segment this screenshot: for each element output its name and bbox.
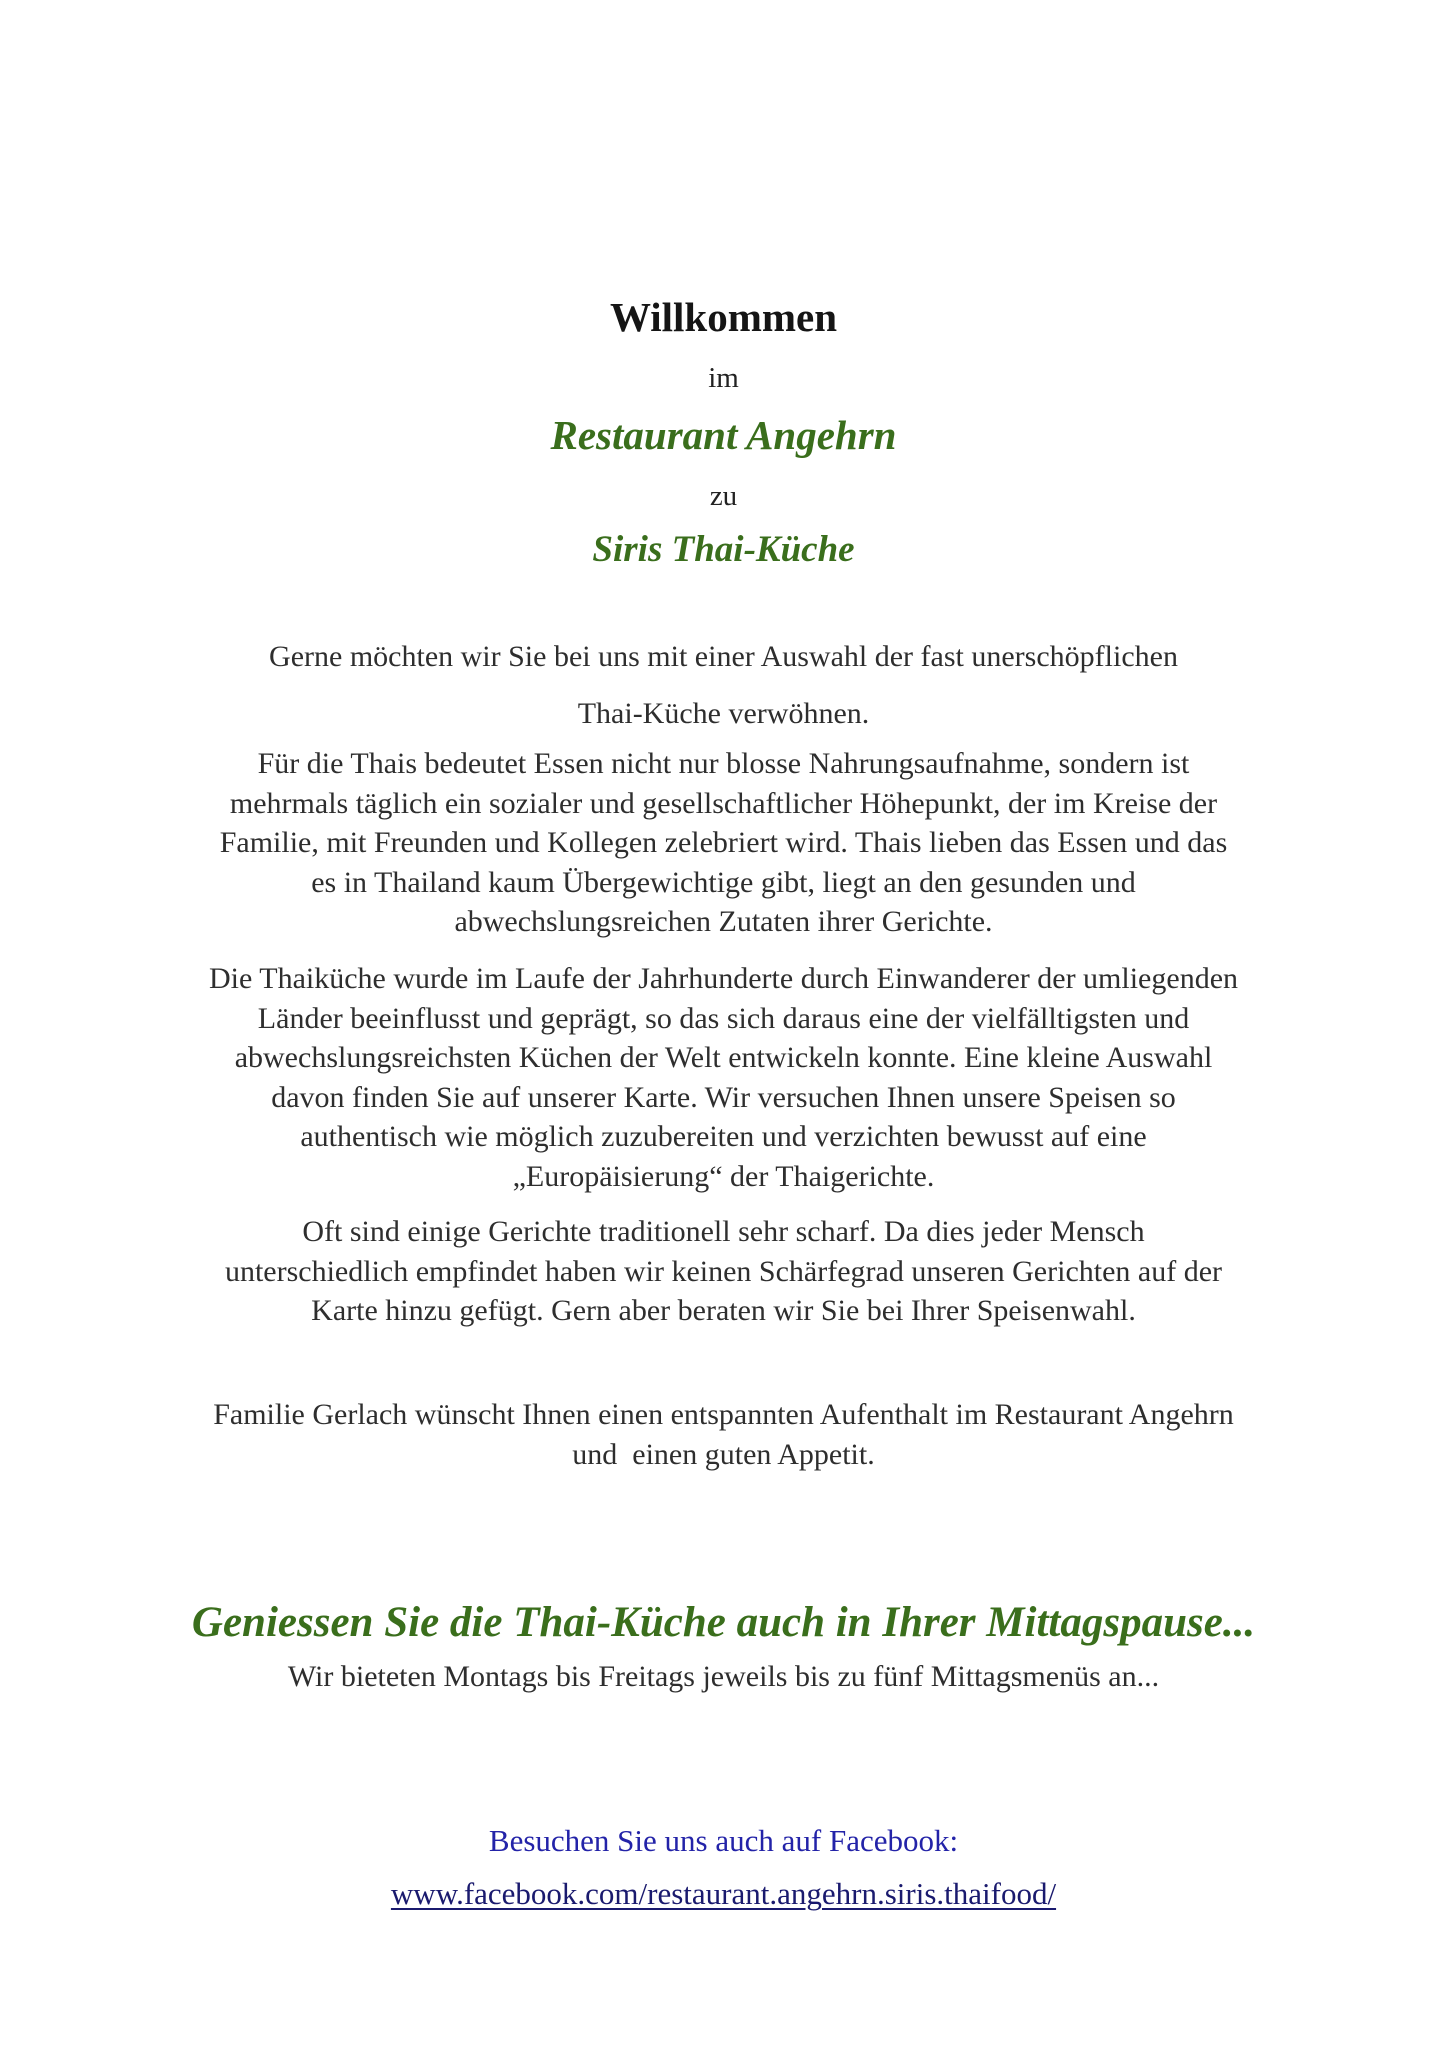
welcome-title: Willkommen [609, 294, 838, 340]
facebook-heading: Besuchen Sie uns auch auf Facebook: [488, 1823, 959, 1858]
paragraph-line: davon finden Sie auf unserer Karte. Wir versuchen Ihnen unsere Speisen so [271, 1080, 1176, 1114]
paragraph-spiciness [0, 1212, 1447, 1331]
lunch-heading: Geniessen Sie die Thai-Küche auch in Ihrer Mittagspause... [191, 1599, 1256, 1646]
paragraph-greeting [0, 1395, 1447, 1474]
paragraph-line: Länder beeinflusst und geprägt, so das sich daraus eine der vielfälltigsten und [257, 1001, 1190, 1035]
paragraph-line: Für die Thais bedeutet Essen nicht nur blosse Nahrungsaufnahme, sondern ist [257, 747, 1190, 780]
paragraph-line: und einen guten Appetit. [572, 1437, 875, 1471]
paragraph-line: „Europäisierung“ der Thaigerichte. [512, 1159, 935, 1193]
paragraph-line: authentisch wie möglich zuzubereiten und verzichten bewusst auf eine [300, 1120, 1147, 1153]
intro-line-1: Gerne möchten wir Sie bei uns mit einer Auswahl der fast unerschöpflichen [269, 640, 1178, 673]
paragraph-line: abwechslungsreichsten Küchen der Welt entwickeln konnte. Eine kleine Auswahl [234, 1041, 1213, 1074]
intro-line-2: Thai-Küche verwöhnen. [577, 697, 870, 730]
paragraph-line: Familie Gerlach wünscht Ihnen einen entspannten Aufenthalt im Restaurant Angehrn [213, 1398, 1234, 1431]
paragraph-line: abwechslungsreichen Zutaten ihrer Gerichte. [454, 905, 993, 938]
paragraph-line: Karte hinzu gefügt. Gern aber beraten wir Sie bei Ihrer Speisenwahl. [311, 1294, 1136, 1327]
paragraph-line: es in Thailand kaum Übergewichtige gibt, liegt an den gesunden und [311, 865, 1136, 899]
facebook-link[interactable]: www.facebook.com/restaurant.angehrn.siris.thaifood/ [390, 1876, 1057, 1911]
paragraph-thai-cuisine-history [0, 959, 1447, 1196]
paragraph-line: unterschiedlich empfindet haben wir keinen Schärfegrad unseren Gerichten auf der [224, 1254, 1223, 1288]
zu-word: zu [709, 480, 738, 512]
lunch-text: Wir bieteten Montags bis Freitags jeweils bis zu fünf Mittagsmenüs an... [287, 1660, 1160, 1693]
paragraph-line: Familie, mit Freunden und Kollegen zelebriert wird. Thais lieben das Essen und das [219, 826, 1228, 859]
facebook-link-container [0, 1876, 1447, 1912]
im-word: im [708, 362, 739, 394]
restaurant-name: Restaurant Angehrn [550, 412, 897, 458]
paragraph-line: Oft sind einige Gerichte traditionell sehr scharf. Da dies jeder Mensch [302, 1215, 1145, 1248]
kitchen-name: Siris Thai-Küche [592, 529, 855, 570]
paragraph-thai-food-culture [0, 744, 1447, 942]
paragraph-line: mehrmals täglich ein sozialer und gesellschaftlicher Höhepunkt, der im Kreise der [229, 786, 1218, 820]
paragraph-line: Die Thaiküche wurde im Laufe der Jahrhunderte durch Einwanderer der umliegenden [208, 962, 1239, 995]
